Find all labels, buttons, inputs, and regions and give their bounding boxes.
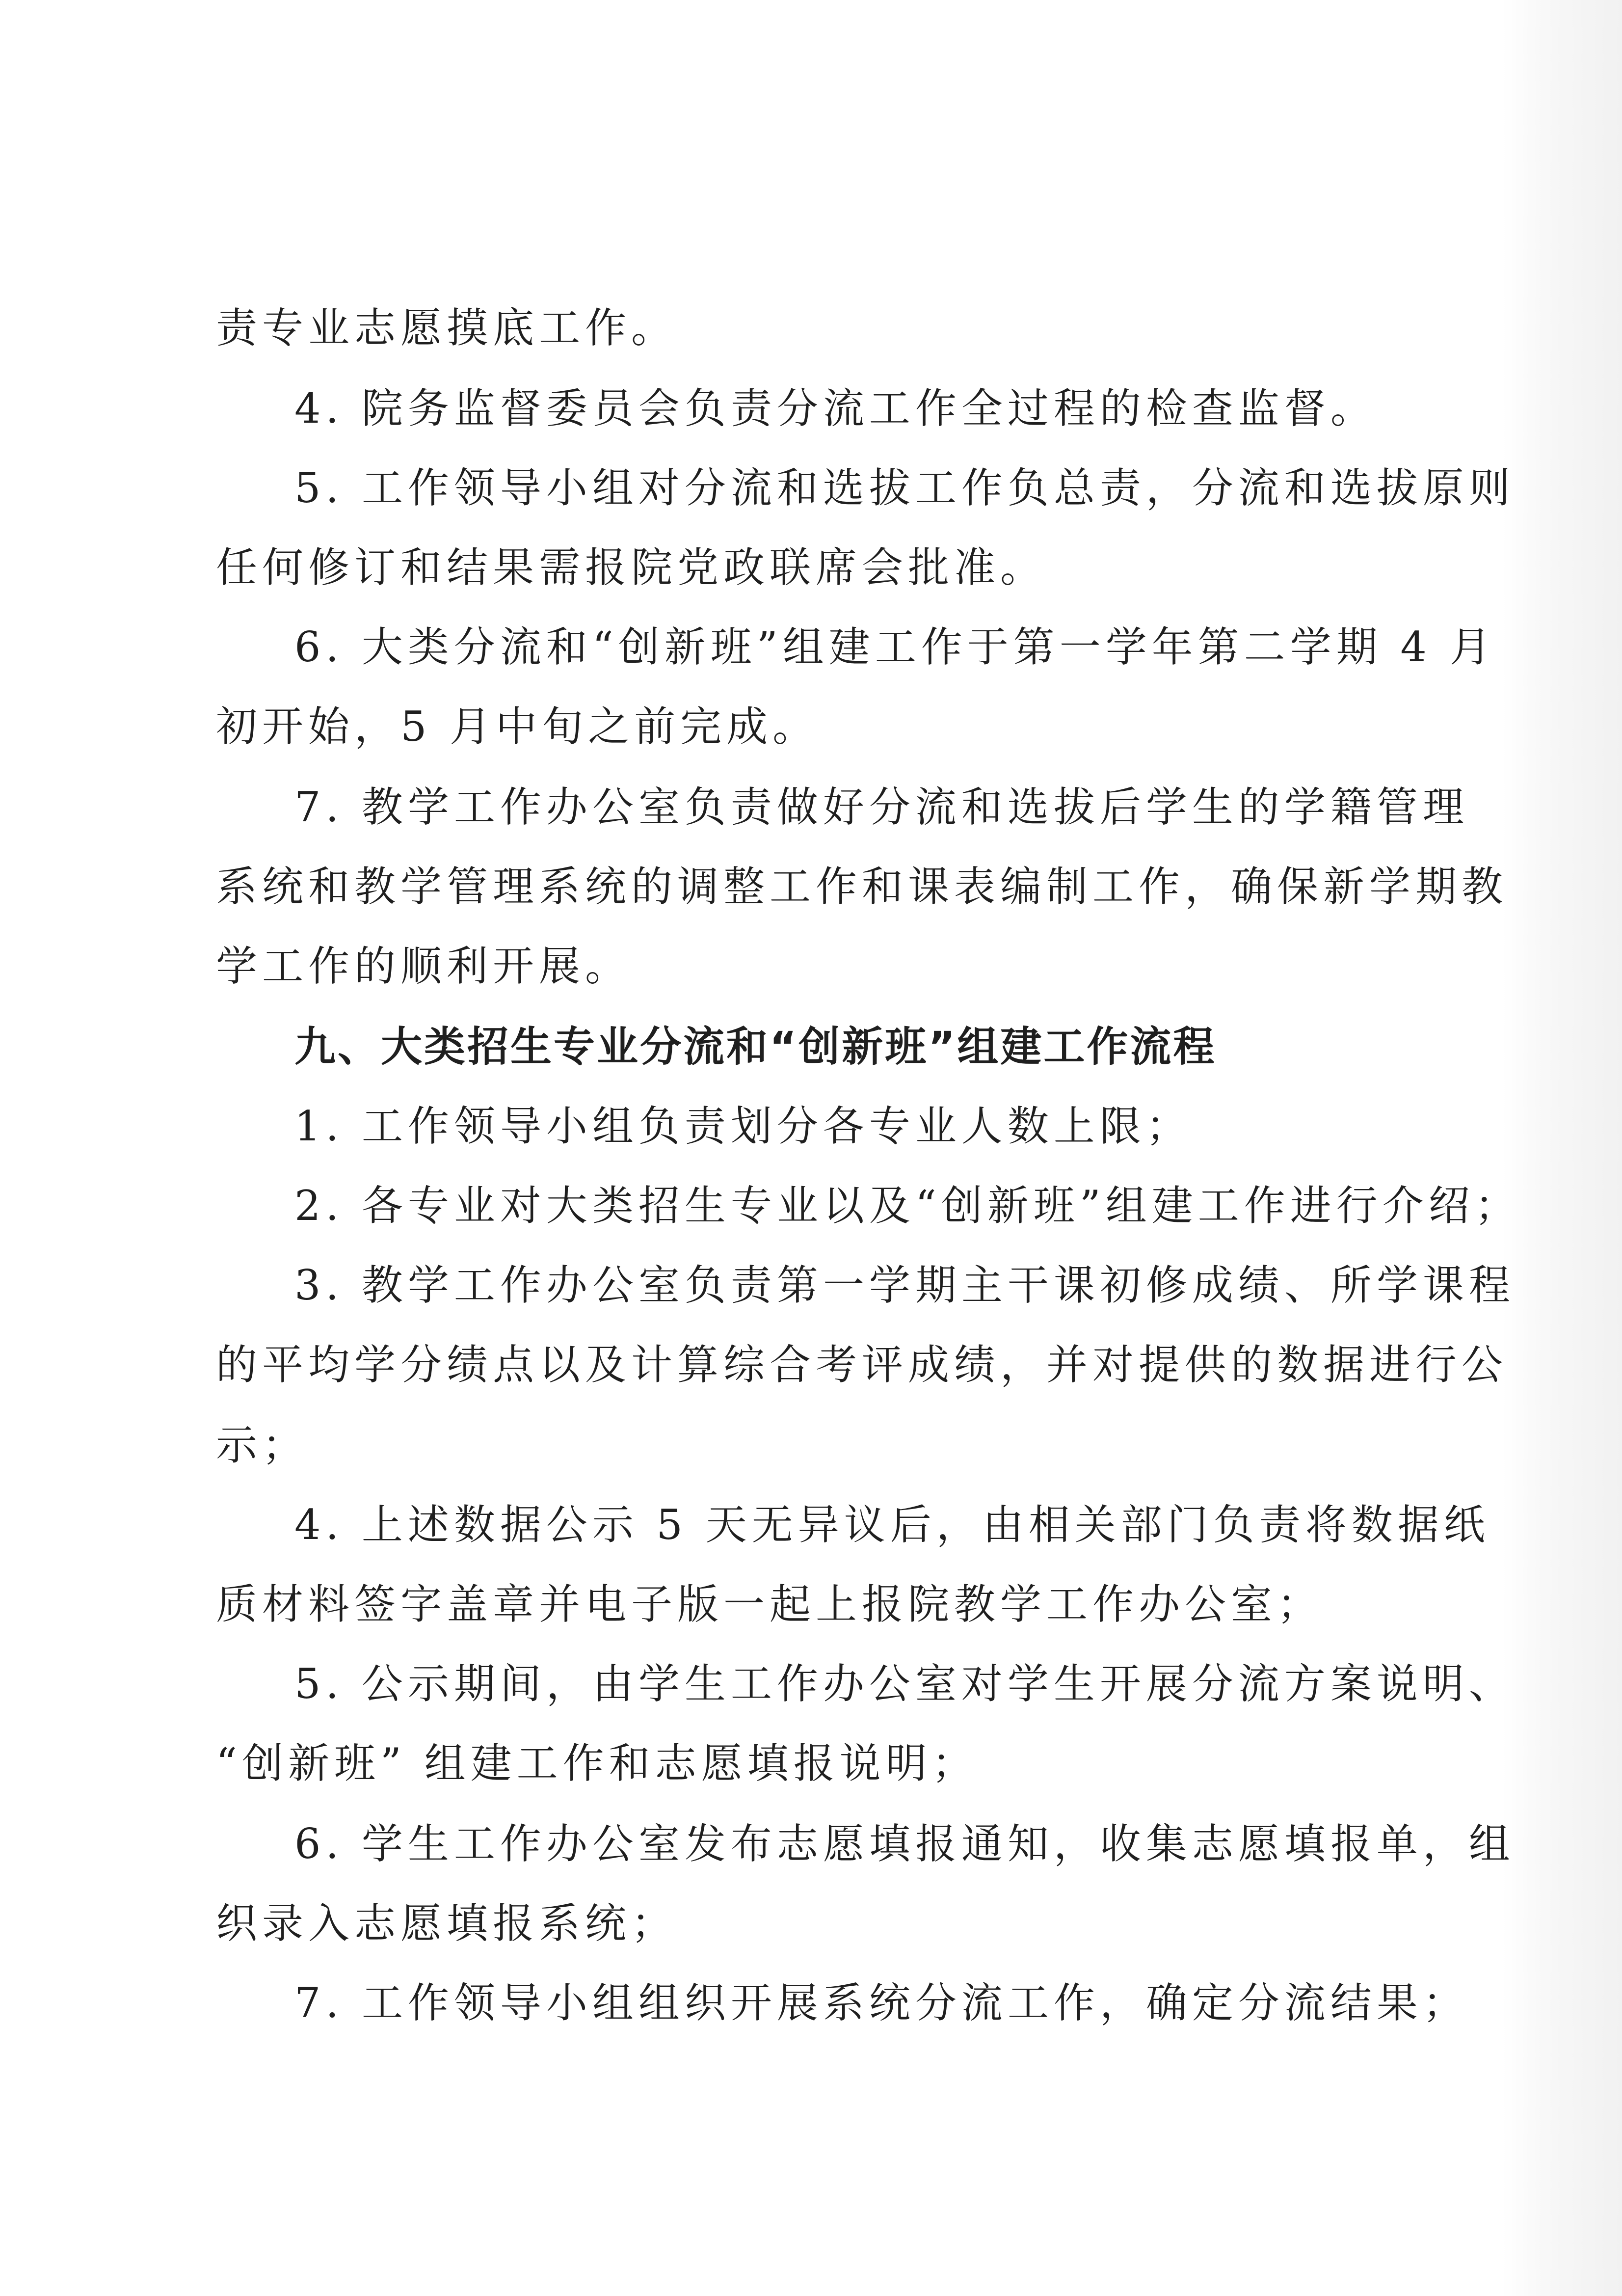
paragraph-line	[0, 1656, 1622, 1711]
line-text: “创新班” 组建工作和志愿填报说明；	[216, 1739, 978, 1787]
paragraph-line	[0, 540, 1622, 595]
paragraph-line	[0, 859, 1622, 914]
paragraph-line	[0, 620, 1622, 675]
paragraph-line	[0, 1975, 1622, 2030]
paragraph-line	[0, 381, 1622, 436]
line-text: 6. 大类分流和“创新班”组建工作于第一学年第二学期 4 月	[294, 623, 1496, 671]
line-text: 5. 公示期间，由学生工作办公室对学生开展分流方案说明、	[294, 1660, 1515, 1708]
line-text: 学工作的顺利开展。	[216, 942, 632, 990]
paragraph-line	[0, 780, 1622, 835]
section-heading	[0, 1019, 1622, 1074]
paragraph-line	[0, 1497, 1622, 1552]
line-text: 3. 教学工作办公室负责第一学期主干课初修成绩、所学课程	[294, 1261, 1515, 1309]
line-text: 初开始，5 月中旬之前完成。	[216, 702, 819, 751]
line-text: 4. 院务监督委员会负责分流工作全过程的检查监督。	[294, 384, 1377, 432]
paragraph-line	[0, 1577, 1622, 1632]
paragraph-line	[0, 1178, 1622, 1233]
paragraph-line	[0, 300, 1622, 355]
line-text: 7. 教学工作办公室负责做好分流和选拔后学生的学籍管理	[294, 783, 1469, 831]
line-text: 的平均学分绩点以及计算综合考评成绩，并对提供的数据进行公	[216, 1341, 1508, 1389]
line-text: 6. 学生工作办公室发布志愿填报通知，收集志愿填报单，组	[294, 1820, 1515, 1868]
line-text: 责专业志愿摸底工作。	[216, 304, 678, 352]
line-text: 织录入志愿填报系统；	[216, 1899, 678, 1947]
paragraph-line	[0, 1337, 1622, 1392]
line-text: 质材料签字盖章并电子版一起上报院教学工作办公室；	[216, 1580, 1324, 1628]
line-text: 1. 工作领导小组负责划分各专业人数上限；	[294, 1102, 1192, 1150]
paragraph-line	[0, 1418, 1622, 1473]
heading-text: 九、大类招生专业分流和“创新班”组建工作流程	[294, 1023, 1217, 1071]
paragraph-line	[0, 1099, 1622, 1154]
paragraph-line	[0, 939, 1622, 994]
paragraph-line	[0, 1816, 1622, 1871]
line-text: 示；	[216, 1421, 309, 1469]
line-text: 任何修订和结果需报院党政联席会批准。	[216, 543, 1047, 592]
paragraph-line	[0, 1736, 1622, 1791]
line-text: 2. 各专业对大类招生专业以及“创新班”组建工作进行介绍；	[294, 1182, 1521, 1230]
line-text: 7. 工作领导小组组织开展系统分流工作，确定分流结果；	[294, 1979, 1469, 2027]
paragraph-line	[0, 460, 1622, 515]
line-text: 系统和教学管理系统的调整工作和课表编制工作，确保新学期教	[216, 863, 1508, 911]
line-text: 4. 上述数据公示 5 天无异议后，由相关部门负责将数据纸	[294, 1501, 1490, 1549]
paragraph-line	[0, 699, 1622, 754]
line-text: 5. 工作领导小组对分流和选拔工作负总责，分流和选拔原则	[294, 464, 1515, 512]
paragraph-line	[0, 1258, 1622, 1313]
paragraph-line	[0, 1896, 1622, 1951]
